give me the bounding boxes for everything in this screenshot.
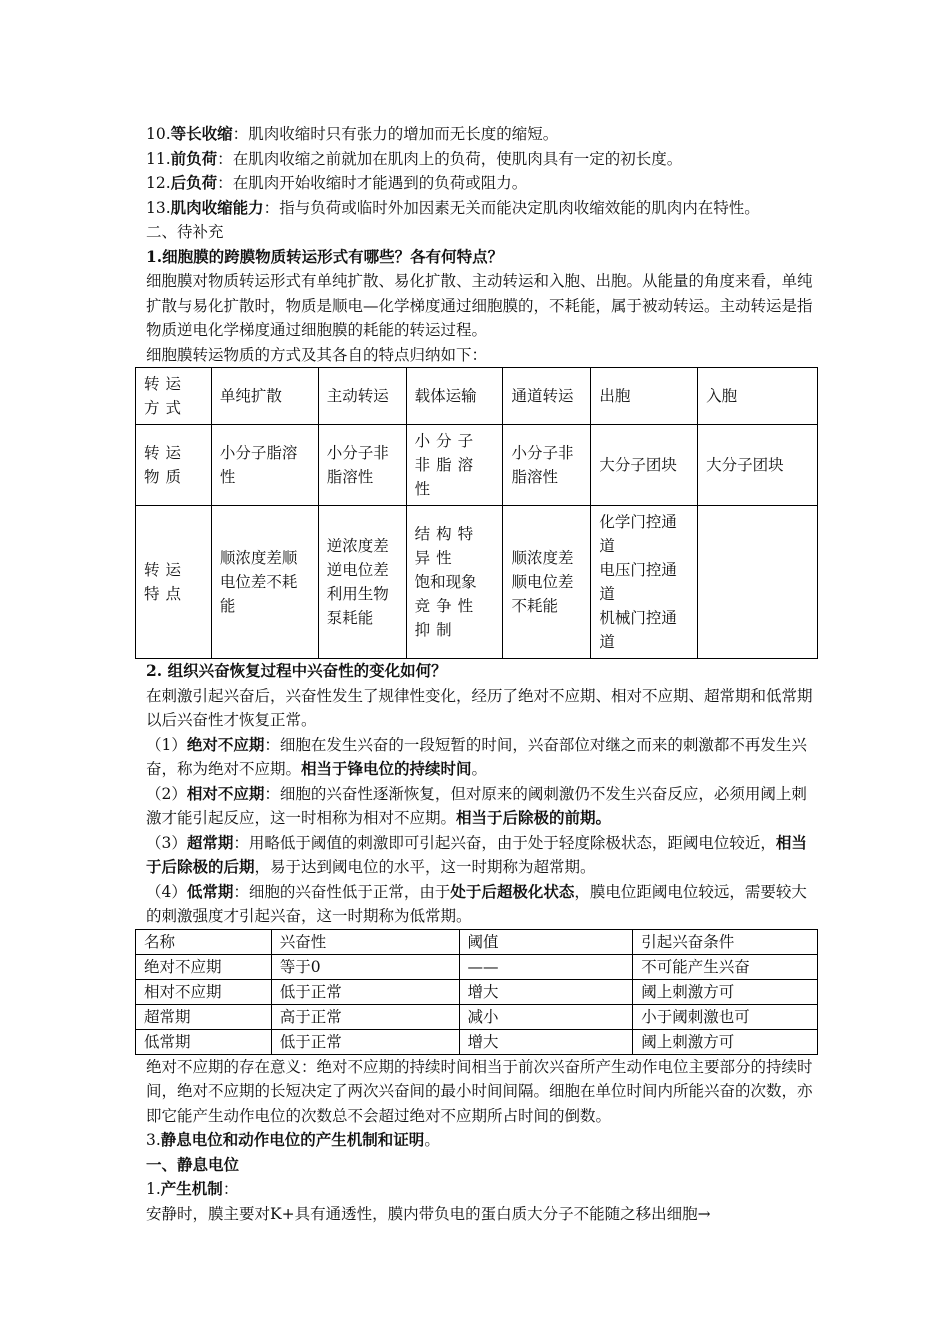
table-cell: 小分子非脂溶性 <box>318 425 406 506</box>
resting-potential-paragraph: 安静时，膜主要对K+具有通透性，膜内带负电的蛋白质大分子不能随之移出细胞→ <box>146 1204 711 1223</box>
table-row <box>136 1004 818 1029</box>
table-cell: 转运方式 <box>136 368 212 425</box>
phase-emphasis: 处于后超极化状态 <box>450 881 575 901</box>
significance-paragraph: 绝对不应期的存在意义：绝对不应期的持续时间相当于前次兴奋所产生动作电位主要部分的持续时间，绝对不应期的长短决定了两次兴奋间的最小时间间隔。细胞在单位时间内所能兴奋的次数，亦即它能产生动作电位的次数总不会超过绝对不应期所占时间的倒数。 <box>146 1057 813 1125</box>
table-cell: 顺浓度差顺电位差不耗能 <box>503 506 591 659</box>
definition-term: 后负荷 <box>170 173 218 192</box>
phase-3-paragraph <box>146 831 816 880</box>
phase-text: ，膜电位距阈电位较远，需要较大的刺激强度才引起兴奋，这一时期称为低常期。 <box>146 882 807 925</box>
table-cell: 主动转运 <box>318 368 406 425</box>
phase-emphasis: 相当于后除极的后期 <box>146 832 807 876</box>
phase-emphasis: 相当于锋电位的持续时间 <box>301 759 472 778</box>
table-cell: 逆浓度差逆电位差利用生物泵耗能 <box>318 506 406 659</box>
question-2-intro: 在刺激引起兴奋后，兴奋性发生了规律性变化，经历了绝对不应期、相对不应期、超常期和低常期以后兴奋性才恢复正常。 <box>146 686 813 729</box>
cell-line: 电压门控通道 <box>599 561 677 603</box>
subsection-number: 1. <box>146 1180 161 1198</box>
table-cell: 小于阈刺激也可 <box>633 1004 818 1029</box>
definition-separator: ： <box>217 174 233 192</box>
subsection-heading: 一、静息电位 <box>146 1154 240 1174</box>
question-1-table-intro: 细胞膜转运物质的方式及其各自的特点归纳如下： <box>146 345 488 364</box>
definition-number: 10. <box>146 125 171 143</box>
definition-term: 肌肉收缩能力 <box>170 197 264 217</box>
definition-11 <box>146 147 816 172</box>
question-3-title <box>146 1128 816 1153</box>
phase-term: 相对不应期 <box>186 783 265 803</box>
table-cell: 单纯扩散 <box>211 368 318 425</box>
table-cell: —— <box>459 954 633 979</box>
question-2-title: 2. 组织兴奋恢复过程中兴奋性的变化如何？ <box>146 661 447 680</box>
definition-text: 肌肉收缩时只有张力的增加而无长度的缩短。 <box>248 125 559 143</box>
table-cell: 转运特点 <box>136 506 212 659</box>
cell-line: 机械门控通道 <box>599 609 677 651</box>
cell-line: 化学门控通道 <box>599 513 677 555</box>
table-cell: 引起兴奋条件 <box>633 929 818 954</box>
definition-10 <box>146 122 816 147</box>
table-cell: 大分子团块 <box>698 425 818 506</box>
table-row <box>136 979 818 1004</box>
phase-text: ：细胞的兴奋性低于正常，由于 <box>233 882 451 901</box>
table-cell: 相对不应期 <box>136 979 272 1004</box>
table-cell: 通道转运 <box>503 368 591 425</box>
transport-table <box>135 367 818 659</box>
definition-separator: ： <box>232 125 249 143</box>
cell-line: 竞争性抑制 <box>414 597 480 639</box>
table-cell: 小分子非脂溶性 <box>503 425 591 506</box>
table-cell: 出胞 <box>591 368 698 425</box>
definition-term: 等长收缩 <box>170 124 233 143</box>
table-row <box>136 506 818 659</box>
table-cell: 入胞 <box>698 368 818 425</box>
subsection-end: ： <box>222 1180 239 1198</box>
table-cell <box>591 506 698 659</box>
phase-number: （3） <box>146 833 187 852</box>
table-row <box>136 954 818 979</box>
definition-separator: ： <box>217 149 233 168</box>
table-cell: 绝对不应期 <box>136 954 272 979</box>
table-cell: 小分子非脂溶性 <box>406 425 503 506</box>
phase-end: 。 <box>471 760 488 778</box>
table-cell: 小分子脂溶性 <box>211 425 318 506</box>
table-cell: 增大 <box>459 1029 633 1054</box>
phase-4-paragraph <box>146 880 816 929</box>
cell-line: 结构特异性 <box>414 525 480 567</box>
table-row <box>136 425 818 506</box>
table-cell: 超常期 <box>136 1004 272 1029</box>
definition-number: 11. <box>146 149 171 168</box>
phase-text: ：细胞的兴奋性逐渐恢复，但对原来的阈刺激仍不发生兴奋反应，必须用阈上刺激才能引起反应，这一时相称为相对不应期。 <box>146 784 807 827</box>
question-end: 。 <box>424 1131 440 1149</box>
table-row <box>136 929 818 954</box>
table-cell <box>698 506 818 659</box>
excitability-table <box>135 929 818 1055</box>
table-cell: 阈上刺激方可 <box>633 1029 818 1054</box>
definition-text: 指与负荷或临时外加因素无关而能决定肌肉收缩效能的肌肉内在特性。 <box>279 198 760 217</box>
section-heading: 二、待补充 <box>146 223 224 241</box>
definition-13 <box>146 196 816 221</box>
table-cell: 大分子团块 <box>591 425 698 506</box>
phase-text: ，易于达到阈电位的水平，这一时期称为超常期。 <box>254 858 596 876</box>
table-row <box>136 368 818 425</box>
phase-term: 绝对不应期 <box>186 734 265 754</box>
table-cell: 减小 <box>459 1004 633 1029</box>
cell-line: 饱和现象 <box>414 573 477 591</box>
table-cell: 增大 <box>459 979 633 1004</box>
phase-number: （2） <box>146 784 187 803</box>
question-title-text: 静息电位和动作电位的产生机制和证明 <box>160 1130 425 1149</box>
question-number: 3. <box>146 1131 161 1149</box>
definition-number: 13. <box>146 198 171 217</box>
definition-term: 前负荷 <box>170 148 218 168</box>
table-cell: 名称 <box>136 929 272 954</box>
definition-separator: ： <box>263 198 280 217</box>
phase-emphasis: 相当于后除极的前期。 <box>456 808 612 827</box>
table-cell <box>406 506 503 659</box>
phase-number: （1） <box>146 735 187 754</box>
phase-1-paragraph <box>146 733 816 782</box>
phase-text: ：用略低于阈值的刺激即可引起兴奋，由于处于轻度除极状态，距阈电位较近， <box>233 833 776 852</box>
phase-term: 超常期 <box>186 832 234 852</box>
phase-number: （4） <box>146 882 187 901</box>
table-cell: 等于0 <box>271 954 459 979</box>
table-cell: 低于正常 <box>271 979 459 1004</box>
phase-2-paragraph <box>146 782 816 831</box>
table-cell: 低于正常 <box>271 1029 459 1054</box>
definition-text: 在肌肉收缩之前就加在肌肉上的负荷，使肌肉具有一定的初长度。 <box>232 149 683 168</box>
question-1-paragraph: 细胞膜对物质转运形式有单纯扩散、易化扩散、主动转运和入胞、出胞。从能量的角度来看，单纯扩散与易化扩散时，物质是顺电—化学梯度通过细胞膜的，不耗能，属于被动转运。主动转运是指物质逆电化学梯度通过细胞膜的耗能的转运过程。 <box>146 272 813 339</box>
table-cell: 兴奋性 <box>271 929 459 954</box>
subsection-title: 产生机制 <box>160 1179 223 1198</box>
table-cell: 低常期 <box>136 1029 272 1054</box>
table-cell: 转运物质 <box>136 425 212 506</box>
subsection-2-heading <box>146 1177 816 1202</box>
document-content <box>146 122 816 1226</box>
definition-number: 12. <box>146 174 171 192</box>
phase-term: 低常期 <box>186 881 234 901</box>
table-cell: 高于正常 <box>271 1004 459 1029</box>
table-row <box>136 1029 818 1054</box>
table-cell: 不可能产生兴奋 <box>633 954 818 979</box>
question-1-title: 1.细胞膜的跨膜物质转运形式有哪些？各有何特点？ <box>146 246 504 266</box>
table-cell: 阈值 <box>459 929 633 954</box>
phase-text: ：细胞在发生兴奋的一段短暂的时间，兴奋部位对继之而来的刺激都不再发生兴奋，称为绝对不应期。 <box>146 735 807 778</box>
definition-12 <box>146 171 816 196</box>
definition-text: 在肌肉开始收缩时才能遇到的负荷或阻力。 <box>232 174 528 192</box>
table-cell: 载体运输 <box>406 368 503 425</box>
table-cell: 阈上刺激方可 <box>633 979 818 1004</box>
table-cell: 顺浓度差顺电位差不耗能 <box>211 506 318 659</box>
